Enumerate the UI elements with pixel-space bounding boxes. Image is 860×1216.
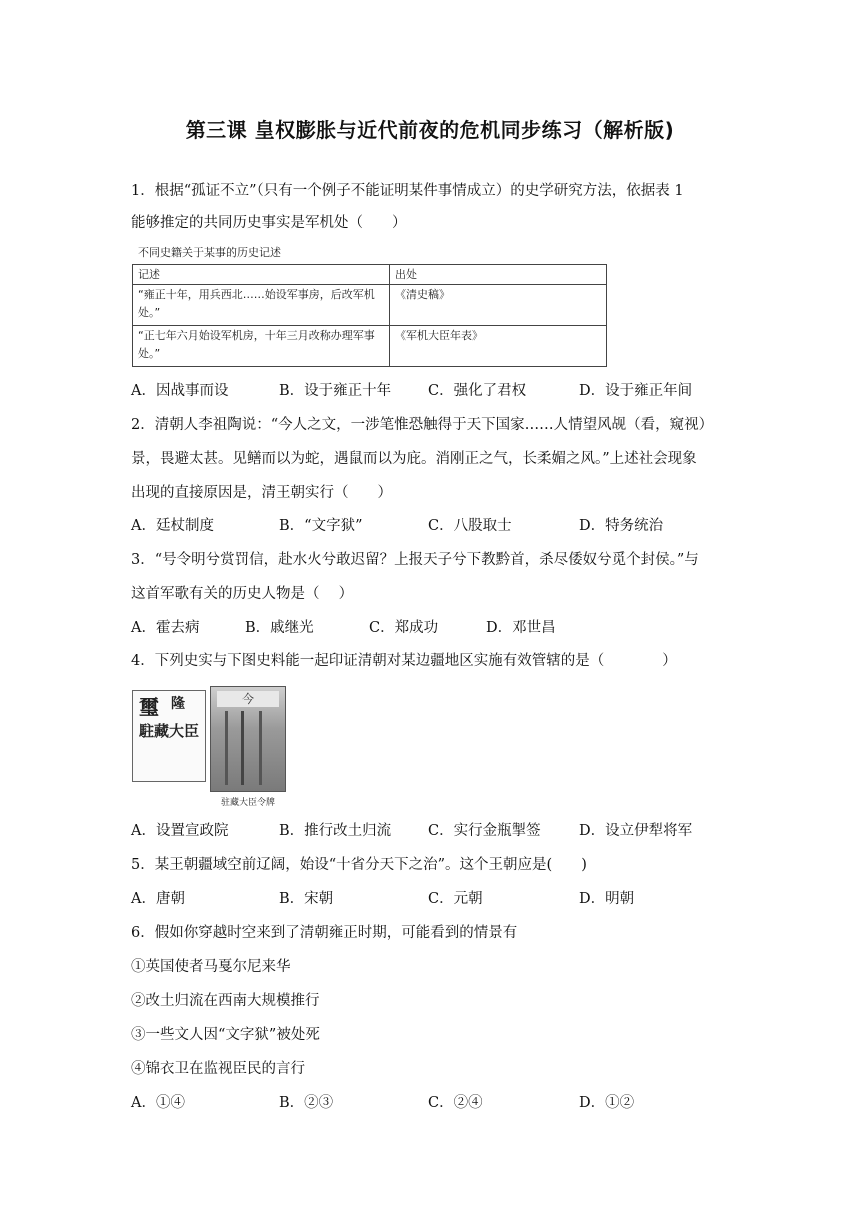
token-stripe [241,711,244,785]
q5-option-c[interactable]: C．元朝 [428,891,483,907]
table-row [133,285,607,326]
token-stripe [259,711,262,785]
table-cell-desc-line2: 处。” [138,306,161,319]
token-image [210,686,286,808]
q4-option-b[interactable]: B．推行改土归流 [279,823,392,839]
seal-glyph-1: 璽 [139,695,159,719]
q3-option-d[interactable]: D．邓世昌 [486,620,556,636]
q3-options [131,618,751,638]
seal-glyph-3: 隆 [171,696,185,712]
q3-stem-line2: 这首军歌有关的历史人物是（ ） [131,586,354,602]
token-caption: 驻藏大臣令牌 [220,798,275,808]
seal-image [132,690,206,782]
q1-option-b[interactable]: B．设于雍正十年 [279,383,392,399]
q1-options [131,381,751,401]
table-cell-desc-line2: 处。” [138,347,161,360]
q2-stem-line2: 景，畏避太甚。见鳝而以为蛇，遇鼠而以为庇。消刚正之气，长柔媚之风。”上述社会现象 [131,451,697,467]
table-header-desc: 记述 [133,265,390,285]
q2-stem-line1: 2．清朝人李祖陶说：“今人之文，一涉笔惟恐触得于天下国家……人情望风觇（看，窥视） [131,417,714,433]
token-header: 今 [217,691,279,707]
q1-option-a[interactable]: A．因战事而设 [131,383,229,399]
q6-option-a[interactable]: A．①④ [131,1095,185,1111]
q5-option-a[interactable]: A．唐朝 [131,891,185,907]
q6-item-2: ②改土归流在西南大规模推行 [131,993,320,1009]
token-stripe [225,711,228,785]
table-header-row [133,265,607,285]
table-header-source: 出处 [390,265,607,285]
q1-table-caption: 不同史籍关于某事的历史记述 [138,246,281,259]
q4-option-c[interactable]: C．实行金瓶掣签 [428,823,541,839]
q2-option-a[interactable]: A．廷杖制度 [131,518,214,534]
q6-item-1: ①英国使者马戛尔尼来华 [131,959,291,975]
seal-glyph-2: 駐藏大臣 [139,722,200,740]
q1-option-d[interactable]: D．设于雍正年间 [579,383,693,399]
q3-option-b[interactable]: B．戚继光 [245,620,314,636]
q1-history-table [132,264,607,367]
q6-option-b[interactable]: B．②③ [279,1095,334,1111]
q3-stem-line1: 3．“号令明兮赏罚信，赴水火兮敢迟留？上报天子兮下教黔首，杀尽倭奴兮觅个封侯。”与 [131,552,699,568]
table-cell-desc [133,326,390,367]
q1-option-c[interactable]: C．强化了君权 [428,383,527,399]
q5-stem-line1: 5．某王朝疆域空前辽阔，始设“十省分天下之治”。这个王朝应是( ) [131,857,587,873]
q2-options [131,516,751,536]
q2-option-d[interactable]: D．特务统治 [579,518,664,534]
q4-options [131,821,751,841]
q3-option-a[interactable]: A．霍去病 [131,620,200,636]
q2-option-c[interactable]: C．八股取士 [428,518,512,534]
q4-option-d[interactable]: D．设立伊犁将军 [579,823,693,839]
table-cell-desc-line1: “雍正十年，用兵西北……始设军事房，后改军机 [138,288,375,301]
table-cell-source: 《清史稿》 [390,285,607,326]
q5-options [131,889,751,909]
q4-option-a[interactable]: A．设置宣政院 [131,823,229,839]
q6-stem-line1: 6．假如你穿越时空来到了清朝雍正时期，可能看到的情景有 [131,925,518,941]
q6-item-3: ③一些文人因“文字狱”被处死 [131,1027,320,1043]
q5-option-d[interactable]: D．明朝 [579,891,635,907]
table-cell-desc-line1: “正七年六月始设军机房，十年三月改称办理军事 [138,329,375,342]
q6-option-d[interactable]: D．①② [579,1095,635,1111]
q5-option-b[interactable]: B．宋朝 [279,891,334,907]
page-title: 第三课 皇权膨胀与近代前夜的危机同步练习（解析版) [185,118,675,142]
q3-option-c[interactable]: C．郑成功 [369,620,439,636]
q1-stem-line2: 能够推定的共同历史事实是军机处（ ） [131,215,407,231]
q2-option-b[interactable]: B．“文字狱” [279,518,363,534]
q6-options [131,1093,751,1113]
q2-stem-line3: 出现的直接原因是，清王朝实行（ ） [131,485,392,501]
table-cell-desc [133,285,390,326]
q4-stem-line1: 4．下列史实与下图史料能一起印证清朝对某边疆地区实施有效管辖的是（ ） [131,653,677,669]
q6-item-4: ④锦衣卫在监视臣民的言行 [131,1061,305,1077]
q1-stem-line1: 1．根据“孤证不立”（只有一个例子不能证明某件事情成立）的史学研究方法，依据表 1 [131,183,684,199]
table-cell-source: 《军机大臣年表》 [390,326,607,367]
q6-option-c[interactable]: C．②④ [428,1095,483,1111]
table-row [133,326,607,367]
